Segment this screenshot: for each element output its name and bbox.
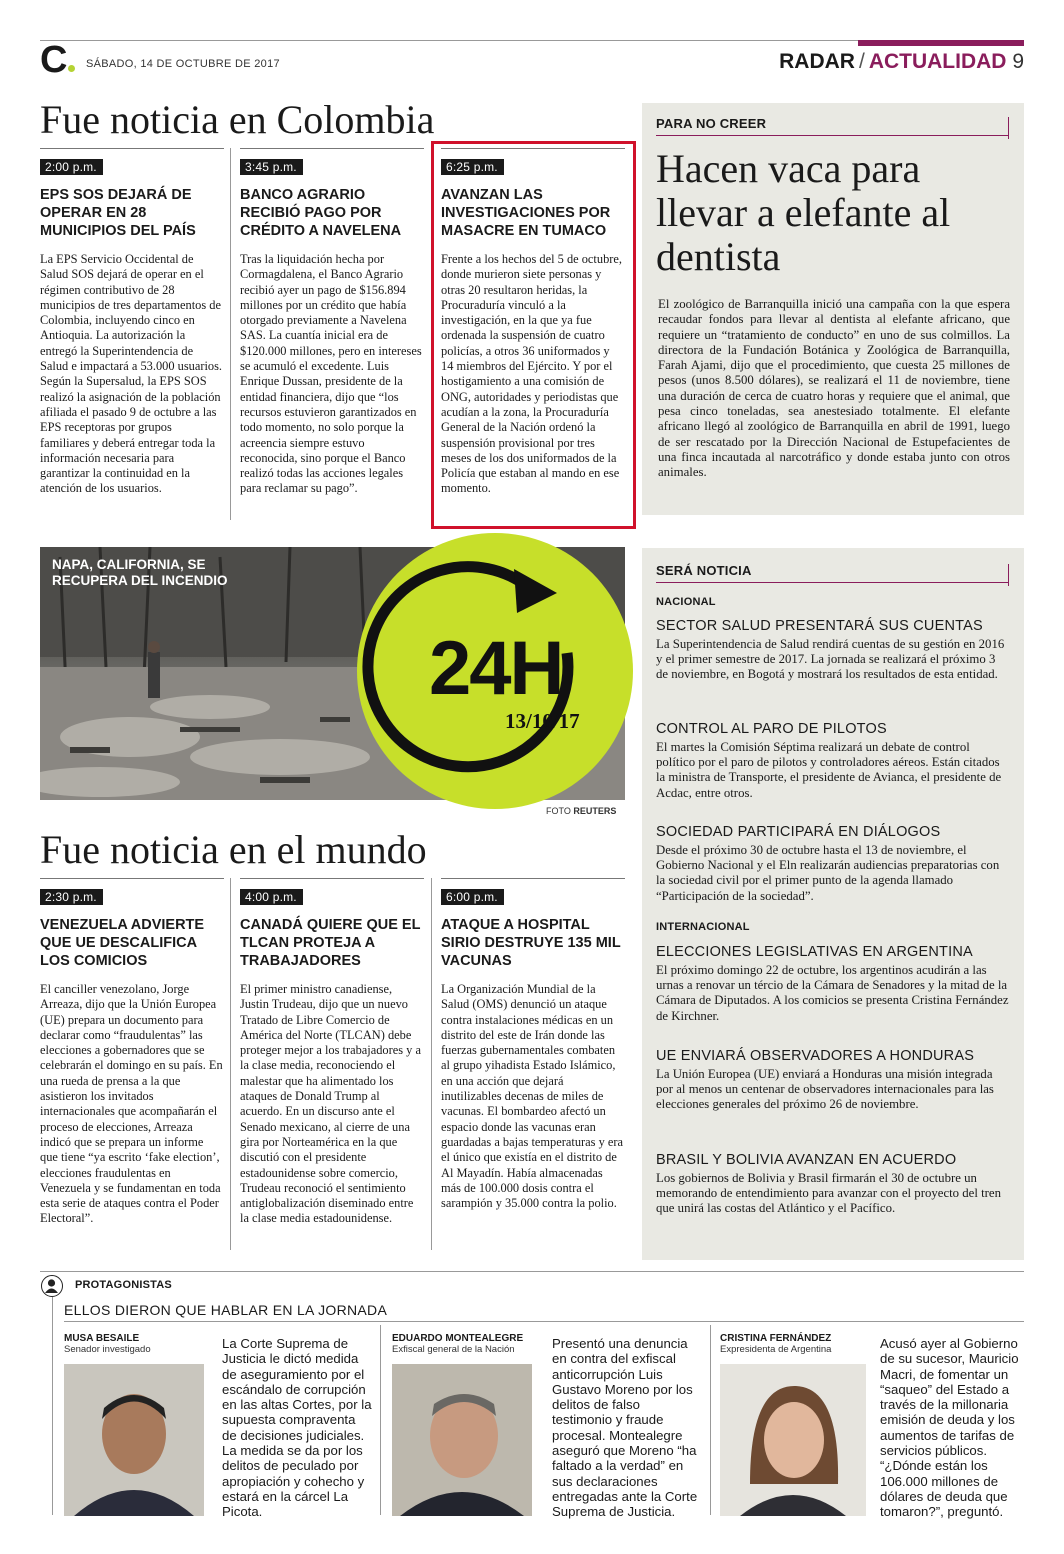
upcoming-body: La Unión Europea (UE) enviará a Honduras una misión integrada por al menos un centenar de observadores internacionales para las elecciones generales del próximo 26 de noviembre. — [656, 1067, 994, 1112]
section-name: RADAR — [779, 50, 855, 73]
colombia-article-3 — [441, 148, 625, 497]
newspaper-logo: C — [40, 40, 75, 80]
internacional-label: INTERNACIONAL — [656, 921, 750, 933]
upcoming-body: La Superintendencia de Salud rendirá cuentas de su gestión en 2016 y el primer semestre de 2017. La jornada se realizará el próximo 3 de noviembre, en Bogotá y mostrará los resultados de esta entidad. — [656, 637, 1005, 682]
upcoming-body: El próximo domingo 22 de octubre, los argentinos acudirán a las urnas a renovar un tércio de la Cámara de Senadores y la mitad de la Cámara de Diputados. A los comicios se presenta Cristina Fernández de Kirchner. — [656, 963, 1009, 1023]
subsection-name: ACTUALIDAD — [868, 50, 1007, 73]
article-headline: BANCO AGRARIO RECIBIÓ PAGO POR CRÉDITO A NAVELENA — [240, 187, 402, 239]
protagonist-card — [64, 1333, 204, 1355]
issue-date: SÁBADO, 14 DE OCTUBRE DE 2017 — [86, 58, 280, 70]
time-badge: 2:30 p.m. — [40, 889, 103, 905]
mundo-article-3 — [441, 878, 625, 1211]
protagonist-role: Senador investigado — [64, 1344, 151, 1355]
article-body: Frente a los hechos del 5 de octubre, donde murieron siete personas y otras 20 resultaron heridas, la Procuraduría vinculó a la investigación, en la que ya fue ordenada la suspensión de cuatro policías, a otros 36 uniformados y 14 miembros del Ejército. Y por el hostigamiento a una comisión de ONG, autoridades y periodistas que acudían a la zona, la Procuraduría General de la Nación ordenó la suspensión provisional por tres meses de los dos uniformados de la Policía que estaban al mando en ese momento. — [441, 252, 622, 496]
article-headline: ATAQUE A HOSPITAL SIRIO DESTRUYE 135 MIL VACUNAS — [441, 917, 621, 969]
article-body: La Organización Mundial de la Salud (OMS) denunció un ataque contra instalaciones médicas en un distrito del este de Irán donde las fuerzas gubernamentales combaten al grupo yihadista Estado Islámico, en una acción que dejará inutilizables decenas de miles de vacunas. El bombardeo afectó un espacio donde las vacunas eran guardadas a bajas temperaturas y era el único que existía en el distrito de Al Mayadín. Había almacenadas más de 100.000 dosis contra el sarampión y 35.000 contra la polio. — [441, 982, 623, 1211]
24h-badge — [357, 533, 633, 809]
time-badge: 3:45 p.m. — [240, 159, 303, 175]
time-badge: 6:25 p.m. — [441, 159, 504, 175]
upcoming-title: SOCIEDAD PARTICIPARÁ EN DIÁLOGOS — [656, 824, 941, 840]
article-body: El primer ministro canadiense, Justin Trudeau, dijo que un nuevo Tratado de Libre Comercio de América del Norte (TLCAN) debe proteger mejor a los trabajadores y a la clase media, reconociendo el malestar que ha alimentado los ataques de Donald Trump al acuerdo. En un discurso ante el Senado mexicano, al cierre de una gira por Norteamérica en la que discutió con el presidente estadounidense sobre comercio, Trudeau reconoció el sentimiento antiglobalización diseminado entre la clase media estadounidense. — [240, 982, 421, 1226]
nacional-label: NACIONAL — [656, 596, 716, 608]
para-no-creer-box — [642, 103, 1024, 515]
upcoming-body: El martes la Comisión Séptima realizará un debate de control político por el paro de pilotos y controladores aéreos. Están citados la ministra de Transporte, el presidente de Avianca, el presidente de Acdac, entre otros. — [656, 740, 1002, 800]
protagonistas-subtitle: ELLOS DIERON QUE HABLAR EN LA JORNADA — [64, 1302, 388, 1318]
protagonist-photo — [720, 1364, 866, 1516]
protagonist-card — [720, 1333, 866, 1355]
article-headline: CANADÁ QUIERE QUE EL TLCAN PROTEJA A TRABAJADORES — [240, 917, 421, 969]
feature-headline: Hacen vaca para llevar a elefante al dentista — [656, 146, 951, 279]
section-color-bar — [858, 40, 1024, 46]
kicker-label: SERÁ NOTICIA — [656, 563, 752, 578]
mundo-article-2 — [240, 878, 424, 1227]
article-headline: EPS SOS DEJARÁ DE OPERAR EN 28 MUNICIPIOS DEL PAÍS — [40, 187, 196, 239]
upcoming-body: Desde el próximo 30 de octubre hasta el 13 de noviembre, el Gobierno Nacional y el Eln realizarán audiencias preparatorias con la sociedad civil por el primer punto de la agenda llamado “Participación de la sociedad”. — [656, 843, 1000, 903]
badge-date: 13/10/17 — [505, 709, 580, 733]
upcoming-title: UE ENVIARÁ OBSERVADORES A HONDURAS — [656, 1048, 975, 1064]
photo-credit: FOTO REUTERS — [546, 806, 617, 816]
protagonist-card — [392, 1333, 538, 1355]
upcoming-item — [656, 721, 1010, 801]
upcoming-title: CONTROL AL PARO DE PILOTOS — [656, 721, 887, 737]
upcoming-item — [656, 618, 1010, 683]
article-body: La EPS Servicio Occidental de Salud SOS dejará de operar en el régimen contributivo de 28 municipios de tres departamentos de Colombia, incluyendo cinco en Antioquia. La autorización la entregó la Superintendencia de Salud e impactará a 53.000 usuarios. Según la Supersalud, la EPS SOS realizó la asignación de la población afiliada el pasado 9 de octubre a las EPS receptoras por grupos familiares y deberá entregar toda la información necesaria para garantizar la continuidad en la atención de los usuarios. — [40, 252, 223, 496]
column-divider — [230, 148, 231, 520]
protagonist-text: Presentó una denuncia en contra del exfiscal anticorrupción Luis Gustavo Moreno por los delitos de falso testimonio y fraude procesal. Montealegre aseguró que Moreno “ha faltado a la verdad” en sus declaraciones entregadas ante la Corte Suprema de Justicia. — [552, 1336, 698, 1520]
colombia-article-2 — [240, 148, 424, 497]
time-badge: 4:00 p.m. — [240, 889, 303, 905]
protagonist-role: Exfiscal general de la Nación — [392, 1344, 515, 1355]
column-divider — [431, 878, 432, 1250]
article-headline: AVANZAN LAS INVESTIGACIONES POR MASACRE EN TUMACO — [441, 187, 611, 239]
protagonist-name: MUSA BESAILE — [64, 1333, 140, 1344]
colombia-article-1 — [40, 148, 224, 497]
upcoming-item — [656, 1152, 1010, 1217]
upcoming-body: Los gobiernos de Bolivia y Brasil firmarán el 30 de octubre un memorando de entendimiento para avanzar con el proyecto del tren que unirá las costas del Atlántico y el Pacífico. — [656, 1171, 1002, 1216]
upcoming-item — [656, 824, 1010, 904]
protagonistas-kicker: PROTAGONISTAS — [75, 1279, 172, 1291]
article-body: Tras la liquidación hecha por Cormagdalena, el Banco Agrario recibió ayer un pago de $156.894 millones por un crédito que había otorgado previamente a Navelena SAS. La cuantía inicial era de $120.000 millones, pero en intereses se acumuló el excedente. Luis Enrique Dussan, presidente de la entidad financiera, dijo que “los recursos estuvieron garantizados en todo momento, no solo porque la acreencia siempre estuvo reconocida, sino porque el Banco realizó todas las acciones legales para reclamar su pago”. — [240, 252, 422, 496]
column-divider — [230, 878, 231, 1250]
time-badge: 6:00 p.m. — [441, 889, 504, 905]
24h-label: 24H — [429, 626, 563, 711]
protagonist-role: Expresidenta de Argentina — [720, 1344, 832, 1355]
time-badge: 2:00 p.m. — [40, 159, 103, 175]
colombia-section-title: Fue noticia en Colombia — [40, 97, 435, 142]
upcoming-title: ELECCIONES LEGISLATIVAS EN ARGENTINA — [656, 944, 973, 960]
protagonist-text: La Corte Suprema de Justicia le dictó medida de aseguramiento por el escándalo de corrupción en las altas Cortes, por la supuesta compraventa de decisiones judiciales. La medida se da por los delitos de peculado por apropiación y cohecho y estará en la cárcel La Picota. — [222, 1336, 372, 1520]
photo-caption: NAPA, CALIFORNIA, SE RECUPERA DEL INCENDIO — [52, 557, 228, 588]
page-number: 9 — [1012, 50, 1024, 73]
upcoming-title: BRASIL Y BOLIVIA AVANZAN EN ACUERDO — [656, 1152, 957, 1168]
section-header: RADAR / ACTUALIDAD 9 — [779, 50, 1024, 73]
protagonist-name: EDUARDO MONTEALEGRE — [392, 1333, 524, 1344]
mundo-article-1 — [40, 878, 224, 1227]
article-headline: VENEZUELA ADVIERTE QUE UE DESCALIFICA LOS COMICIOS — [40, 917, 205, 969]
feature-body: El zoológico de Barranquilla inició una campaña con la que espera recaudar fondos para llevar al dentista al elefante africano, que requiere un “tratamiento de conducto” en uno de sus colmillos. La directora de la Fundación Botánica y Zoológica de Barranquilla, Farah Ajami, dijo que el procedimiento, que cuesta 25 millones de pesos (unos 8.500 dólares), se realizará el 11 de noviembre, tiene una duración de cerca de cuatro horas y requiere que el animal, que pesa cinco toneladas, sea anestesiado totalmente. El elefante africano llegó al zoológico de Barranquilla en abril de 1991, luego de ser rescatado por la Dirección Nacional de Estupefacientes de una finca incautada al narcotráfico y donde estaba junto con otros animales. — [658, 297, 1010, 480]
protagonist-photo — [64, 1364, 204, 1516]
protagonist-name: CRISTINA FERNÁNDEZ — [720, 1333, 832, 1344]
upcoming-title: SECTOR SALUD PRESENTARÁ SUS CUENTAS — [656, 618, 983, 634]
upcoming-item — [656, 944, 1010, 1024]
upcoming-item — [656, 1048, 1010, 1113]
person-icon — [41, 1275, 63, 1297]
protagonist-text: Acusó ayer al Gobierno de su sucesor, Mauricio Macri, de fomentar un “saqueo” del Estado a través de la millonaria emisión de deuda y los aumentos de tarifas de servicios públicos. “¿Dónde están los 106.000 millones de dólares de deuda que tomaron?”, preguntó. — [880, 1336, 1019, 1520]
mundo-section-title: Fue noticia en el mundo — [40, 827, 427, 872]
protagonist-photo — [392, 1364, 532, 1516]
article-body: El canciller venezolano, Jorge Arreaza, dijo que la Unión Europea (UE) prepara un documento para declarar como “fraudulentas” las elecciones a gobernadores que se celebrarán el domingo en su país. En una rueda de prensa a la que asistieron los invitados internacionales que acompañarán el proceso de elecciones, Arreaza indicó que se prepara un informe que tiene “ya escrito ‘fake election’, elecciones fraudulentas en Venezuela y se fundamentan en toda esta serie de ataques contra el Poder Electoral”. — [40, 982, 223, 1226]
sera-noticia-box — [642, 548, 1024, 1260]
kicker-label: PARA NO CREER — [656, 116, 767, 131]
